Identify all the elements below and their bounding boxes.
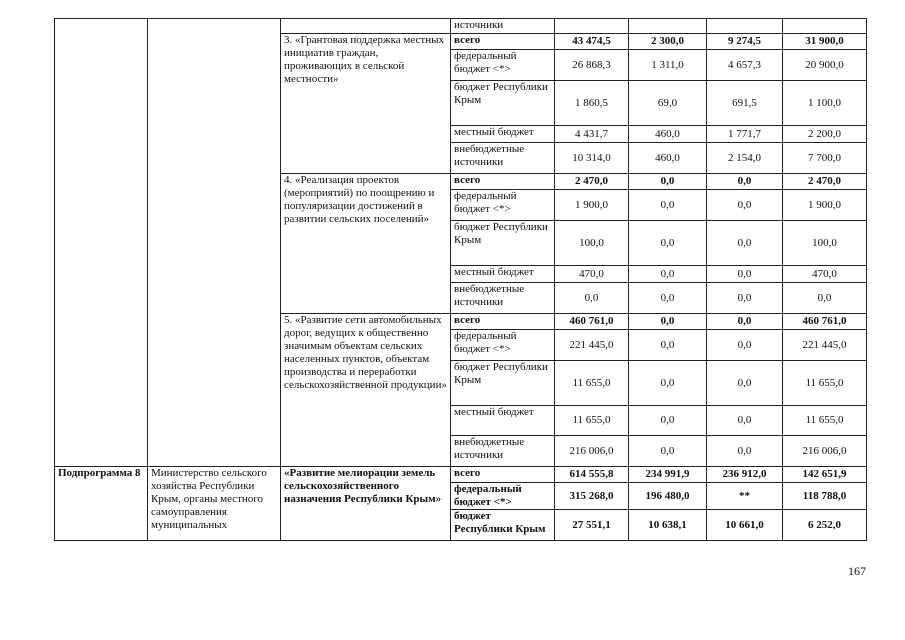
- value-cell: 1 900,0: [783, 190, 867, 221]
- value-cell: 470,0: [555, 266, 629, 283]
- source-cell: местный бюджет: [451, 126, 555, 143]
- subprogram-title-cell: «Развитие мелиорации земель сельскохозяйственного назначения Республики Крым»: [281, 467, 451, 541]
- value-cell: 1 311,0: [629, 50, 707, 81]
- value-cell: 0,0: [707, 314, 783, 330]
- value-cell: 1 900,0: [555, 190, 629, 221]
- value-cell: 0,0: [629, 221, 707, 266]
- value-cell: 460,0: [629, 143, 707, 174]
- source-cell: внебюджетные источники: [451, 436, 555, 467]
- value-cell: 11 655,0: [783, 361, 867, 406]
- value-cell: 216 006,0: [555, 436, 629, 467]
- value-cell: 0,0: [629, 406, 707, 436]
- source-cell: федеральный бюджет <*>: [451, 190, 555, 221]
- subprogram-column-cell: [55, 19, 148, 467]
- value-cell: 234 991,9: [629, 467, 707, 483]
- value-cell: [629, 19, 707, 34]
- source-cell: всего: [451, 174, 555, 190]
- value-cell: 0,0: [629, 314, 707, 330]
- value-cell: [707, 19, 783, 34]
- value-cell: 0,0: [707, 283, 783, 314]
- value-cell: 31 900,0: [783, 34, 867, 50]
- value-cell: 142 651,9: [783, 467, 867, 483]
- value-cell: 0,0: [555, 283, 629, 314]
- value-cell: 315 268,0: [555, 483, 629, 510]
- value-cell: 460 761,0: [783, 314, 867, 330]
- value-cell: 2 200,0: [783, 126, 867, 143]
- value-cell: 4 431,7: [555, 126, 629, 143]
- value-cell: 0,0: [707, 406, 783, 436]
- table-row: [55, 19, 867, 34]
- value-cell: **: [707, 483, 783, 510]
- source-cell: федеральный бюджет <*>: [451, 483, 555, 510]
- event-name-cell: 5. «Развитие сети автомобильных дорог, ведущих к общественно значимым объектам сельских населенных пунктов, объектам производства и переработки сельскохозяйственной продукции»: [281, 314, 451, 467]
- source-cell: всего: [451, 467, 555, 483]
- value-cell: 0,0: [629, 436, 707, 467]
- value-cell: [783, 19, 867, 34]
- value-cell: 0,0: [629, 266, 707, 283]
- source-cell: бюджет Республики Крым: [451, 81, 555, 126]
- value-cell: 2 300,0: [629, 34, 707, 50]
- page-number: 167: [848, 564, 866, 578]
- budget-table: [54, 18, 867, 541]
- event-cell-prev: [281, 19, 451, 34]
- value-cell: 0,0: [629, 174, 707, 190]
- value-cell: 11 655,0: [783, 406, 867, 436]
- value-cell: 691,5: [707, 81, 783, 126]
- value-cell: 460 761,0: [555, 314, 629, 330]
- source-cell: бюджет Республики Крым: [451, 221, 555, 266]
- value-cell: [555, 19, 629, 34]
- value-cell: 0,0: [707, 221, 783, 266]
- value-cell: 100,0: [783, 221, 867, 266]
- value-cell: 9 274,5: [707, 34, 783, 50]
- source-cell: федеральный бюджет <*>: [451, 50, 555, 81]
- source-cell: внебюджетные источники: [451, 143, 555, 174]
- value-cell: 2 470,0: [555, 174, 629, 190]
- source-cell: федеральный бюджет <*>: [451, 330, 555, 361]
- executor-cell: Министерство сельского хозяйства Республики Крым, органы местного самоуправления муниципальных: [148, 467, 281, 541]
- value-cell: 118 788,0: [783, 483, 867, 510]
- value-cell: 0,0: [707, 174, 783, 190]
- value-cell: 0,0: [629, 190, 707, 221]
- source-cell: всего: [451, 314, 555, 330]
- value-cell: 614 555,8: [555, 467, 629, 483]
- event-name-cell: 3. «Грантовая поддержка местных инициатив граждан, проживающих в сельской местности»: [281, 34, 451, 174]
- value-cell: 0,0: [707, 330, 783, 361]
- value-cell: 26 868,3: [555, 50, 629, 81]
- value-cell: 69,0: [629, 81, 707, 126]
- subprogram-label-cell: Подпрограмма 8: [55, 467, 148, 541]
- value-cell: 0,0: [707, 190, 783, 221]
- value-cell: 216 006,0: [783, 436, 867, 467]
- table-body: [55, 19, 867, 541]
- value-cell: 2 154,0: [707, 143, 783, 174]
- value-cell: 10 638,1: [629, 510, 707, 541]
- value-cell: 2 470,0: [783, 174, 867, 190]
- source-cell: источники: [451, 19, 555, 34]
- value-cell: 0,0: [707, 436, 783, 467]
- value-cell: 7 700,0: [783, 143, 867, 174]
- value-cell: 10 314,0: [555, 143, 629, 174]
- source-cell: бюджет Республики Крым: [451, 361, 555, 406]
- value-cell: 43 474,5: [555, 34, 629, 50]
- value-cell: 221 445,0: [783, 330, 867, 361]
- value-cell: 0,0: [783, 283, 867, 314]
- value-cell: 0,0: [629, 283, 707, 314]
- source-cell: бюджет Республики Крым: [451, 510, 555, 541]
- value-cell: 10 661,0: [707, 510, 783, 541]
- value-cell: 11 655,0: [555, 361, 629, 406]
- executor-column-cell: [148, 19, 281, 467]
- value-cell: 20 900,0: [783, 50, 867, 81]
- event-name-cell: 4. «Реализация проектов (мероприятий) по поощрению и популяризации достижений в развитии сельских поселений»: [281, 174, 451, 314]
- value-cell: 221 445,0: [555, 330, 629, 361]
- value-cell: 0,0: [707, 361, 783, 406]
- value-cell: 4 657,3: [707, 50, 783, 81]
- value-cell: 196 480,0: [629, 483, 707, 510]
- value-cell: 460,0: [629, 126, 707, 143]
- value-cell: 1 100,0: [783, 81, 867, 126]
- value-cell: 27 551,1: [555, 510, 629, 541]
- value-cell: 236 912,0: [707, 467, 783, 483]
- value-cell: 0,0: [629, 330, 707, 361]
- value-cell: 1 771,7: [707, 126, 783, 143]
- source-cell: местный бюджет: [451, 406, 555, 436]
- source-cell: внебюджетные источники: [451, 283, 555, 314]
- value-cell: 100,0: [555, 221, 629, 266]
- value-cell: 0,0: [629, 361, 707, 406]
- value-cell: 470,0: [783, 266, 867, 283]
- value-cell: 0,0: [707, 266, 783, 283]
- value-cell: 6 252,0: [783, 510, 867, 541]
- source-cell: всего: [451, 34, 555, 50]
- value-cell: 1 860,5: [555, 81, 629, 126]
- value-cell: 11 655,0: [555, 406, 629, 436]
- source-cell: местный бюджет: [451, 266, 555, 283]
- table-row: [55, 467, 867, 483]
